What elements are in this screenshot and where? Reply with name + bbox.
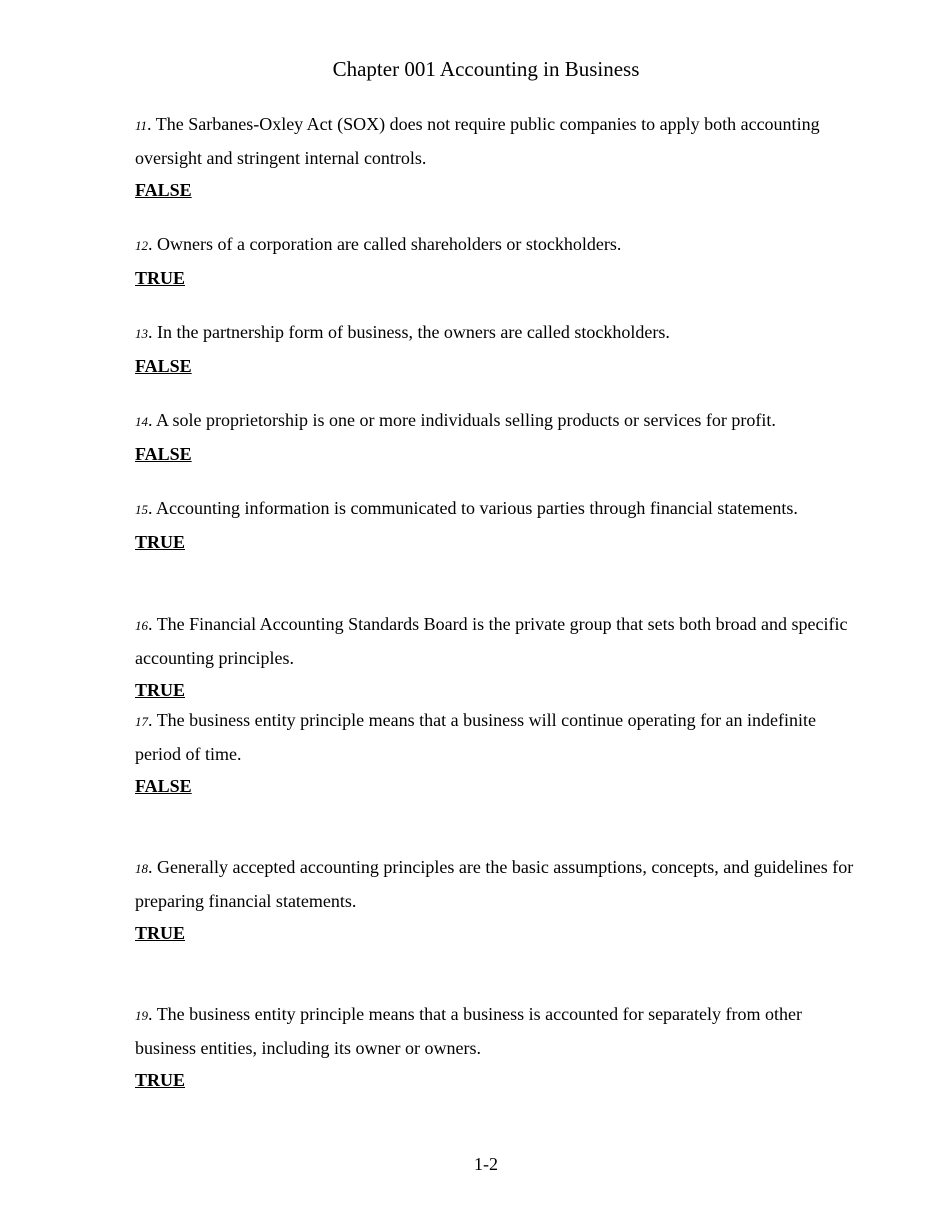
question-body: The Financial Accounting Standards Board is the private group that sets both broad and specific accounting principles.	[135, 614, 848, 668]
question-body: The business entity principle means that a business is accounted for separately from other business entities, including its owner or owners.	[135, 1004, 802, 1058]
answer-label: FALSE	[135, 356, 192, 376]
question-text: 15. Accounting information is communicated to various parties through financial statements.	[135, 498, 798, 518]
question-text: 14. A sole proprietorship is one or more individuals selling products or services for profit.	[135, 410, 776, 430]
question-14	[135, 404, 855, 470]
question-16	[135, 608, 855, 706]
answer-label: TRUE	[135, 680, 186, 700]
question-body: Accounting information is communicated to various parties through financial statements.	[156, 498, 798, 518]
question-number: 19	[135, 1008, 148, 1023]
question-number: 12	[135, 238, 148, 253]
answer-label: TRUE	[135, 1070, 186, 1090]
question-text: 19. The business entity principle means that a business is accounted for separately from other business entities, including its owner or owners.	[135, 1004, 802, 1058]
question-15	[135, 492, 855, 558]
question-17	[135, 704, 855, 802]
question-text: 17. The business entity principle means that a business will continue operating for an indefinite period of time.	[135, 710, 817, 764]
question-number: 15	[135, 502, 148, 517]
question-13	[135, 316, 855, 382]
question-text: 13. In the partnership form of business, the owners are called stockholders.	[135, 322, 670, 342]
question-text: 18. Generally accepted accounting principles are the basic assumptions, concepts, and guidelines for preparing financial statements.	[135, 857, 854, 911]
question-text: 11. The Sarbanes-Oxley Act (SOX) does not require public companies to apply both accounting oversight and stringent internal controls.	[135, 114, 820, 168]
question-body: In the partnership form of business, the owners are called stockholders.	[157, 322, 670, 342]
question-number: 13	[135, 326, 148, 341]
question-body: The Sarbanes-Oxley Act (SOX) does not require public companies to apply both accounting oversight and stringent internal controls.	[135, 114, 820, 168]
page-title: Chapter 001 Accounting in Business	[332, 57, 640, 81]
question-body: Owners of a corporation are called shareholders or stockholders.	[157, 234, 622, 254]
question-body: Generally accepted accounting principles are the basic assumptions, concepts, and guidelines for preparing financial statements.	[135, 857, 854, 911]
question-number: 17	[135, 714, 148, 729]
answer-label: FALSE	[135, 180, 192, 200]
question-18	[135, 851, 855, 949]
question-number: 14	[135, 414, 148, 429]
question-body: A sole proprietorship is one or more individuals selling products or services for profit.	[156, 410, 776, 430]
answer-label: FALSE	[135, 444, 192, 464]
question-number: 18	[135, 861, 148, 876]
question-text: 12. Owners of a corporation are called shareholders or stockholders.	[135, 234, 622, 254]
answer-label: FALSE	[135, 776, 192, 796]
question-number: 16	[135, 618, 148, 633]
question-text: 16. The Financial Accounting Standards Board is the private group that sets both broad and specific accounting principles.	[135, 614, 848, 668]
page-number: 1-2	[474, 1154, 498, 1174]
question-number: 11	[135, 118, 148, 133]
question-body: The business entity principle means that a business will continue operating for an indefinite period of time.	[135, 710, 817, 764]
question-19	[135, 998, 855, 1096]
question-12	[135, 228, 855, 294]
question-11	[135, 108, 855, 206]
answer-label: TRUE	[135, 268, 186, 288]
answer-label: TRUE	[135, 923, 186, 943]
answer-label: TRUE	[135, 532, 186, 552]
